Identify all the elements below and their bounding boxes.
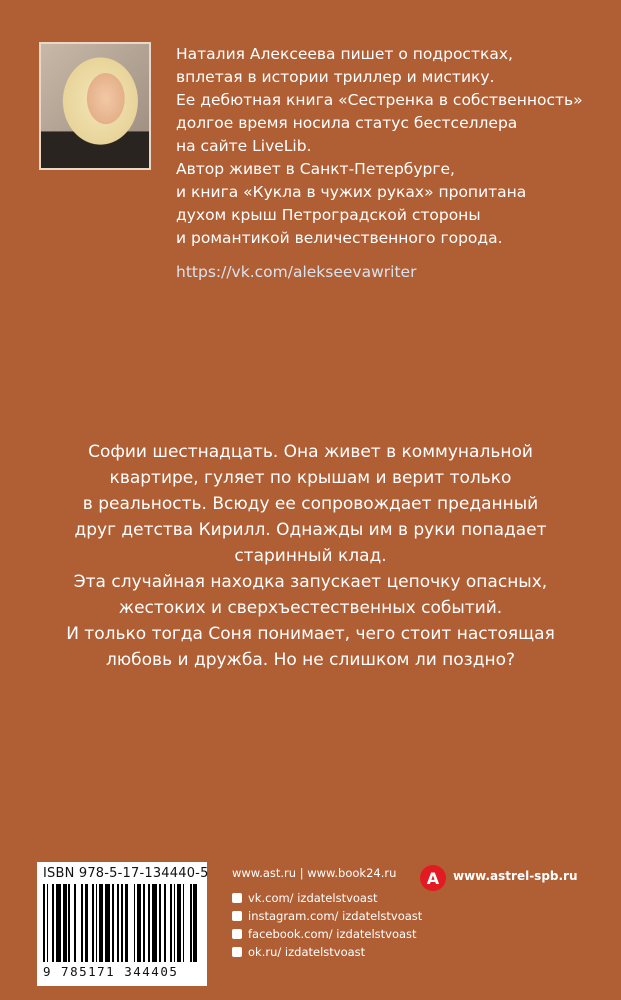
social-row[interactable] (232, 908, 422, 924)
vk-icon (232, 893, 242, 903)
barcode-bar (197, 884, 199, 962)
annotation-line: в реальность. Всюду ее сопровождает преданный (82, 494, 539, 514)
barcode-digits: 9 785171 344405 (43, 964, 179, 979)
isbn: ISBN 978-5-17-134440-5 (43, 866, 209, 881)
author-bio (176, 43, 596, 250)
instagram-icon (232, 911, 242, 921)
bio-line: вплетая в истории триллер и мистику. (176, 68, 495, 86)
annotation-line: квартире, гуляет по крышам и верит только (109, 468, 512, 488)
bio-line: Ее дебютная книга «Сестренка в собственность» (176, 91, 583, 109)
annotation-line: Эта случайная находка запускает цепочку опасных, (73, 572, 548, 592)
barcode-bars (43, 884, 201, 962)
bio-line: долгое время носила статус бестселлера (176, 114, 518, 132)
social-prefix: vk.com/ (248, 891, 294, 905)
author-link[interactable]: https://vk.com/alekseevawriter (176, 263, 417, 281)
social-handle: izdatelstvoast (342, 909, 423, 923)
social-row[interactable] (232, 944, 422, 960)
bio-line: Наталия Алексеева пишет о подростках, (176, 45, 513, 63)
annotation-line: Софии шестнадцать. Она живет в коммунальной (88, 442, 533, 462)
social-handle: izdatelstvoast (297, 891, 378, 905)
publisher-sites[interactable]: www.ast.ru | www.book24.ru (232, 866, 397, 880)
bio-line: на сайте LiveLib. (176, 137, 312, 155)
annotation-line: друг детства Кирилл. Однажды им в руки попадает (74, 520, 547, 540)
annotation-line: старинный клад. (234, 546, 387, 566)
ok-icon (232, 947, 242, 957)
social-prefix: instagram.com/ (248, 909, 339, 923)
publisher-info (232, 866, 422, 962)
author-photo (39, 42, 151, 170)
astrel-site[interactable]: www.astrel-spb.ru (453, 869, 578, 883)
bio-line: Автор живет в Санкт-Петербурге, (176, 160, 455, 178)
bio-line: духом крыш Петроградской стороны (176, 206, 481, 224)
annotation-line: жестоких и сверхъестественных событий. (118, 598, 503, 618)
annotation-line: любовь и дружба. Но не слишком ли поздно? (105, 650, 516, 670)
social-prefix: ok.ru/ (248, 945, 282, 959)
social-prefix: facebook.com/ (248, 927, 333, 941)
bio-line: и книга «Кукла в чужих руках» пропитана (176, 183, 527, 201)
book-annotation (20, 439, 601, 673)
facebook-icon (232, 929, 242, 939)
social-row[interactable] (232, 926, 422, 942)
social-handle: izdatelstvoast (284, 945, 366, 959)
astrel-logo-icon: А (420, 865, 446, 891)
annotation-line: И только тогда Соня понимает, чего стоит настоящая (66, 624, 555, 644)
bio-line: и романтикой величественного города. (176, 229, 503, 247)
barcode-block (37, 862, 207, 986)
social-handle: izdatelstvoast (336, 927, 417, 941)
social-row[interactable] (232, 890, 422, 906)
